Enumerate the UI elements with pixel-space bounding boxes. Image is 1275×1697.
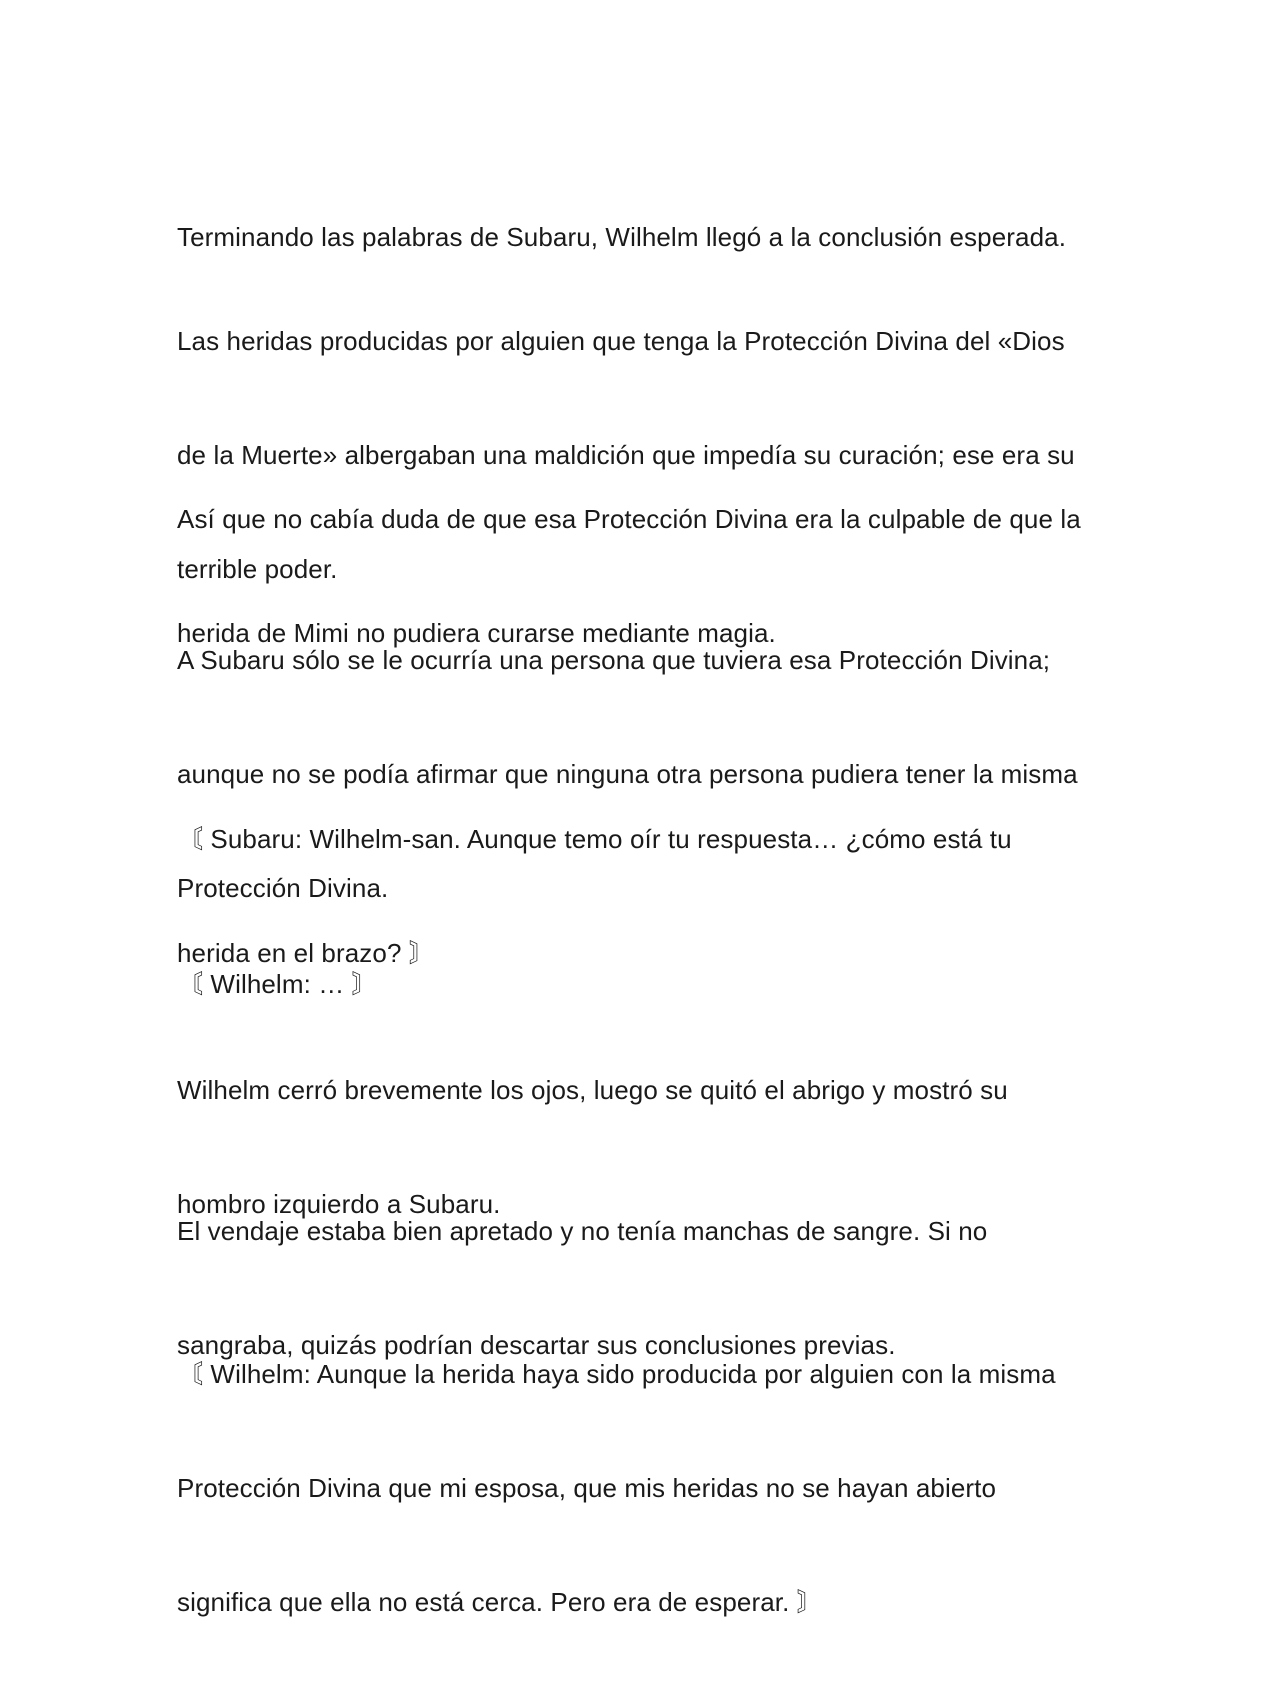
paragraph-9-dialogue: [177, 1279, 1107, 1697]
paragraph-line: herida de Mimi no pudiera curarse mediante magia.: [177, 618, 776, 648]
paragraph-line: 〘 Wilhelm: Aunque la herida haya sido producida por alguien con la misma: [177, 1359, 1056, 1389]
paragraph-line: sangraba, quizás podrían descartar sus conclusiones previas.: [177, 1330, 896, 1360]
paragraph-line: Terminando las palabras de Subaru, Wilhelm llegó a la conclusión esperada.: [177, 222, 1067, 252]
paragraph-line: 〘 Wilhelm: … 〙: [177, 969, 378, 999]
paragraph-line: aunque no se podía afirmar que ninguna otra persona pudiera tener la misma: [177, 759, 1078, 789]
paragraph-line: Protección Divina.: [177, 873, 389, 903]
paragraph-line: El vendaje estaba bien apretado y no tenía manchas de sangre. Si no: [177, 1216, 988, 1246]
paragraph-line: herida en el brazo? 〙: [177, 938, 435, 968]
paragraph-line: hombro izquierdo a Subaru.: [177, 1189, 501, 1219]
paragraph-line: significa que ella no está cerca. Pero era de esperar. 〙: [177, 1587, 823, 1617]
paragraph-line: Wilhelm cerró brevemente los ojos, luego se quitó el abrigo y mostró su: [177, 1075, 1008, 1105]
paragraph-line: Así que no cabía duda de que esa Protección Divina era la culpable de que la: [177, 504, 1081, 534]
paragraph-line: de la Muerte» albergaban una maldición que impedía su curación; ese era su: [177, 440, 1075, 470]
paragraph-line: 〘 Subaru: Wilhelm-san. Aunque temo oír tu respuesta… ¿cómo está tu: [177, 824, 1012, 854]
paragraph-line: Las heridas producidas por alguien que tenga la Protección Divina del «Dios: [177, 326, 1065, 356]
paragraph-line: Protección Divina que mi esposa, que mis heridas no se hayan abierto: [177, 1473, 997, 1503]
paragraph-line: terrible poder.: [177, 554, 338, 584]
paragraph-line: A Subaru sólo se le ocurría una persona que tuviera esa Protección Divina;: [177, 645, 1051, 675]
